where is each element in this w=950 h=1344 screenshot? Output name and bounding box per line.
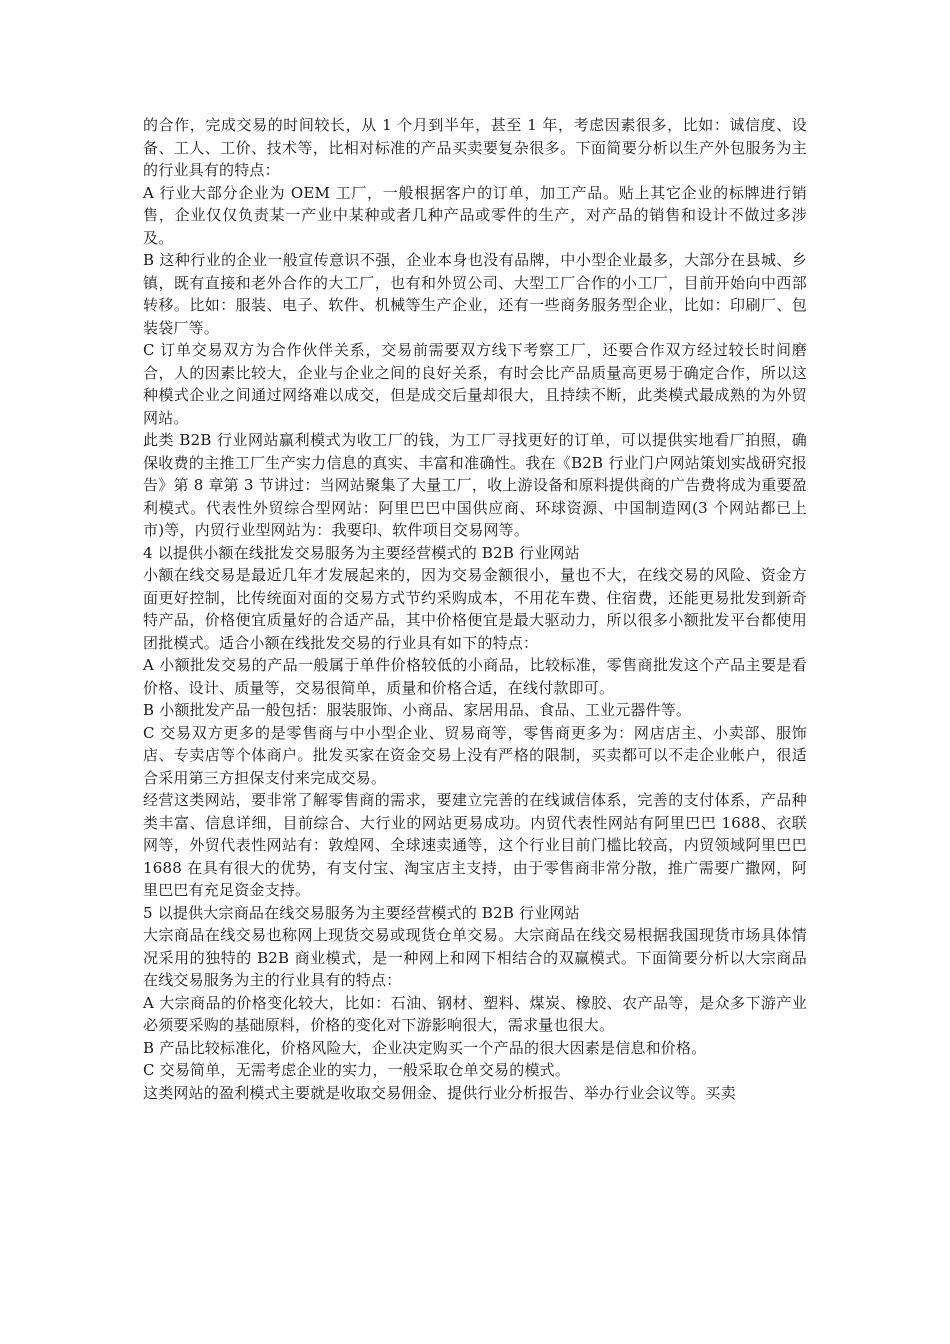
paragraph: A 大宗商品的价格变化较大，比如：石油、钢材、塑料、煤炭、橡胶、农产品等，是众多下游产业必须要采购的基础原料，价格的变化对下游影响很大，需求量也很大。: [143, 993, 807, 1034]
paragraph: B 产品比较标准化，价格风险大，企业决定购买一个产品的很大因素是信息和价格。: [143, 1038, 707, 1057]
paragraph: 经营这类网站，要非常了解零售商的需求，要建立完善的在线诚信体系，完善的支付体系，产品种类丰富、信息详细，目前综合、大行业的网站更易成功。内贸代表性网站有阿里巴巴 1688、衣联网等，外贸代表性网站有：敦煌网、全球速卖通等，这个行业目前门槛比较高，内贸领域阿里巴巴 1688 在具有很大的优势，有支付宝、淘宝店主支持，由于零售商非常分散，推广需要广撒网，阿里巴巴有充足资金支持。: [143, 791, 807, 899]
paragraph: 的合作，完成交易的时间较长，从 1 个月到半年，甚至 1 年，考虑因素很多，比如：诚信度、设备、工人、工价、技术等，比相对标准的产品买卖要复杂很多。下面简要分析以生产外包服务为主的行业具有的特点：: [143, 116, 807, 179]
paragraph: C 交易双方更多的是零售商与中小型企业、贸易商等，零售商更多为：网店店主、小卖部、服饰店、专卖店等个体商户。批发买家在资金交易上没有严格的限制，买卖都可以不走企业帐户，很适合采用第三方担保支付来完成交易。: [143, 723, 807, 787]
paragraph: 小额在线交易是最近几年才发展起来的，因为交易金额很小，量也不大，在线交易的风险、资金方面更好控制，比传统面对面的交易方式节约采购成本，不用花车费、住宿费，还能更易批发到新奇特产品，价格便宜质量好的合适产品，其中价格便宜是最大驱动力，所以很多小额批发平台都使用团批模式。适合小额在线批发交易的行业具有如下的特点：: [143, 566, 807, 652]
paragraph: C 订单交易双方为合作伙伴关系，交易前需要双方线下考察工厂，还要合作双方经过较长时间磨合，人的因素比较大，企业与企业之间的良好关系，有时会比产品质量高更易于确定合作，所以这种模式企业之间通过网络难以成交，但是成交后量却很大，且持续不断，此类模式最成熟的为外贸网站。: [143, 341, 807, 427]
paragraph: B 这种行业的企业一般宣传意识不强，企业本身也没有品牌，中小型企业最多，大部分在县城、乡镇，既有直接和老外合作的大工厂，也有和外贸公司、大型工厂合作的小工厂，目前开始向中西部转移。比如：服装、电子、软件、机械等生产企业，还有一些商务服务型企业，比如：印刷厂、包装袋厂等。: [143, 251, 807, 337]
paragraph: 此类 B2B 行业网站赢利模式为收工厂的钱，为工厂寻找更好的订单，可以提供实地看厂拍照，确保收费的主推工厂生产实力信息的真实、丰富和准确性。我在《B2B 行业门户网站策划实战研究报告》第 8 章第 3 节讲过：当网站聚集了大量工厂，收上游设备和原料提供商的广告费将成为重要盈利模式。代表性外贸综合型网站：阿里巴巴中国供应商、环球资源、中国制造网(3 个网站都已上市)等，内贸行业型网站为：我要印、软件项目交易网等。: [143, 431, 807, 539]
document-body: [143, 114, 807, 1104]
section-heading: 4 以提供小额在线批发交易服务为主要经营模式的 B2B 行业网站: [143, 543, 580, 562]
section-heading: 5 以提供大宗商品在线交易服务为主要经营模式的 B2B 行业网站: [143, 903, 580, 922]
paragraph: B 小额批发产品一般包括：服装服饰、小商品、家居用品、食品、工业元器件等。: [143, 701, 692, 719]
paragraph: 这类网站的盈利模式主要就是收取交易佣金、提供行业分析报告、举办行业会议等。买卖: [143, 1083, 736, 1102]
paragraph: C 交易简单，无需考虑企业的实力，一般采取仓单交易的模式。: [143, 1061, 571, 1079]
paragraph: A 行业大部分企业为 OEM 工厂，一般根据客户的订单，加工产品。贴上其它企业的标牌进行销售，企业仅仅负责某一产业中某种或者几种产品或零件的生产，对产品的销售和设计不做过多涉及。: [143, 183, 807, 247]
paragraph: A 小额批发交易的产品一般属于单件价格较低的小商品，比较标准，零售商批发这个产品主要是看价格、设计、质量等，交易很简单，质量和价格合适，在线付款即可。: [143, 656, 807, 697]
paragraph: 大宗商品在线交易也称网上现货交易或现货仓单交易。大宗商品在线交易根据我国现货市场具体情况采用的独特的 B2B 商业模式，是一种网上和网下相结合的双赢模式。下面简要分析以大宗商品在线交易服务为主的行业具有的特点：: [143, 926, 807, 989]
